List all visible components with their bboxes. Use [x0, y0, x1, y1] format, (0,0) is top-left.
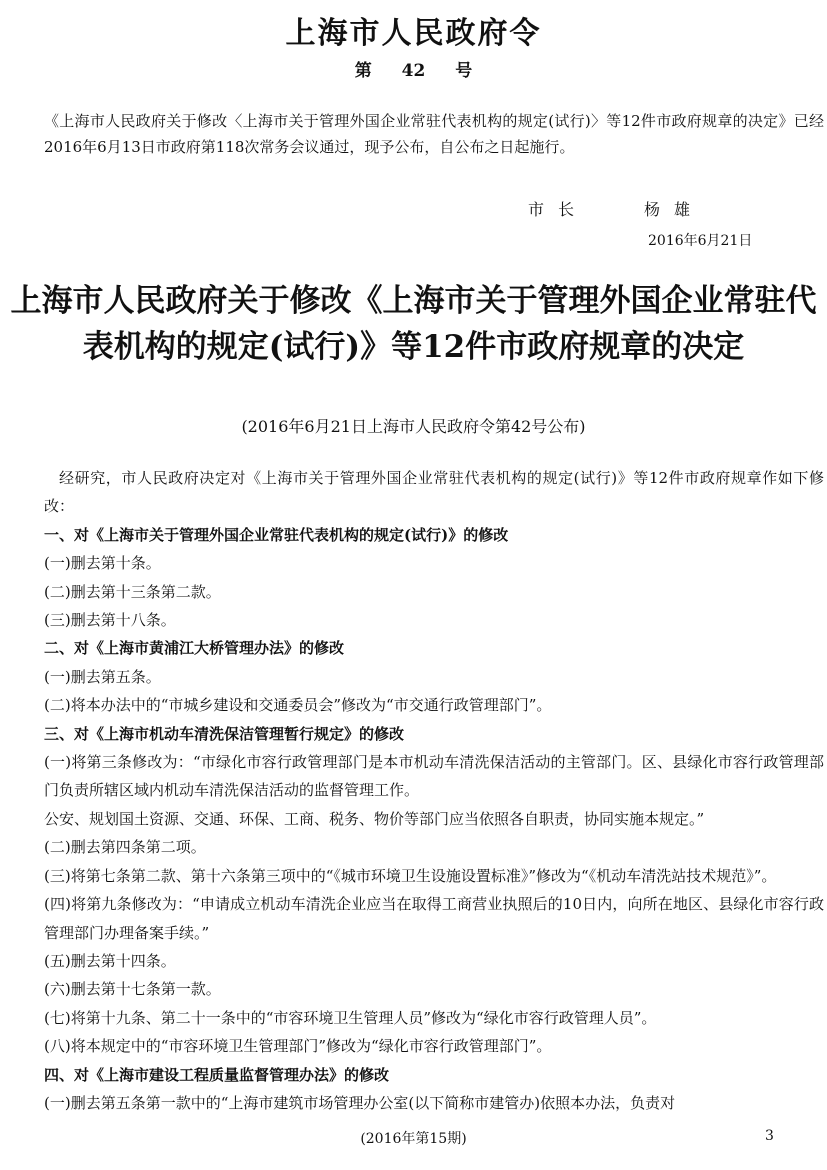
signer-title: 市长: [528, 200, 589, 219]
section-heading: 三、对《上海市机动车清洗保洁管理暂行规定》的修改: [44, 724, 405, 743]
paragraph: 公安、规划国土资源、交通、环保、工商、税务、物价等部门应当依照各自职责，协同实施本规定。”: [44, 809, 705, 828]
list-item: (一)删去第五条第一款中的“上海市建筑市场管理办公室(以下简称市建管办)依照本办法，负责对: [44, 1093, 676, 1112]
order-title: 上海市人民政府令: [285, 16, 542, 51]
signature: [528, 197, 704, 220]
section-heading: 四、对《上海市建设工程质量监督管理办法》的修改: [44, 1065, 390, 1084]
order-number-value: 42: [401, 61, 426, 81]
list-item: (四)将第九条修改为：“申请成立机动车清洗企业应当在取得工商营业执照后的10日内，向所在地区、县绿化市容行政管理部门办理备案手续。”: [44, 895, 824, 942]
issue-footer: (2016年第15期): [360, 1131, 467, 1147]
decision-title: 上海市人民政府关于修改《上海市关于管理外国企业常驻代表机构的规定(试行)》等12件市政府规章的决定: [10, 283, 817, 365]
order-number: [0, 56, 827, 81]
list-item: (二)删去第十三条第二款。: [44, 582, 221, 601]
list-item: (六)删去第十七条第一款。: [44, 980, 221, 999]
list-item: (三)删去第十八条。: [44, 611, 176, 630]
list-item: (三)将第七条第二款、第十六条第三项中的“《城市环境卫生设施设置标准》”修改为“《机动车清洗站技术规范》”。: [44, 866, 777, 885]
list-item: (七)将第十九条、第二十一条中的“市容环境卫生管理人员”修改为“绿化市容行政管理人员”。: [44, 1008, 657, 1027]
list-item: (二)删去第四条第二项。: [44, 838, 206, 857]
section-heading: 二、对《上海市黄浦江大桥管理办法》的修改: [44, 639, 345, 658]
order-number-prefix: 第: [354, 61, 372, 81]
list-item: (一)将第三条修改为：“市绿化市容行政管理部门是本市机动车清洗保洁活动的主管部门。区、县绿化市容行政管理部门负责所辖区域内机动车清洗保洁活动的监督管理工作。: [44, 753, 824, 800]
decision-body: [44, 464, 824, 1117]
signer-name: 杨雄: [644, 200, 705, 219]
page-number: 3: [765, 1128, 774, 1144]
paragraph: 经研究，市人民政府决定对《上海市关于管理外国企业常驻代表机构的规定(试行)》等12件市政府规章作如下修改：: [44, 469, 824, 516]
order-number-suffix: 号: [455, 61, 473, 81]
section-heading: 一、对《上海市关于管理外国企业常驻代表机构的规定(试行)》的修改: [44, 525, 509, 544]
list-item: (一)删去第十条。: [44, 554, 161, 573]
order-intro: 《上海市人民政府关于修改〈上海市关于管理外国企业常驻代表机构的规定(试行)〉等12件市政府规章的决定》已经2016年6月13日市政府第118次常务会议通过，现予公布，自公布之日起施行。: [44, 112, 824, 156]
list-item: (八)将本规定中的“市容环境卫生管理部门”修改为“绿化市容行政管理部门”。: [44, 1037, 552, 1056]
order-date: 2016年6月21日: [648, 233, 753, 249]
decision-subtitle: (2016年6月21日上海市人民政府令第42号公布): [241, 417, 586, 436]
list-item: (二)将本办法中的“市城乡建设和交通委员会”修改为“市交通行政管理部门”。: [44, 696, 552, 715]
list-item: (一)删去第五条。: [44, 667, 161, 686]
list-item: (五)删去第十四条。: [44, 951, 176, 970]
